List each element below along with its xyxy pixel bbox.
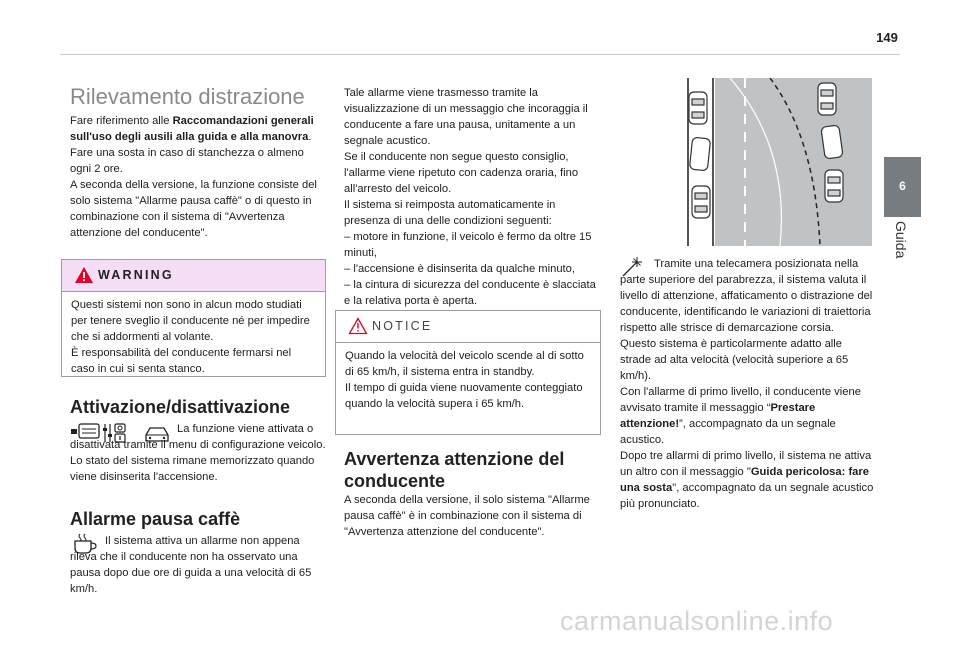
car-icon (689, 92, 707, 124)
col3-line: Tramite una telecamera posizionata nella parte superiore del parabrezza, il sistema valuta il livello di attenzione, affaticamento o distrazione del conducente, identificando le variazioni di traiettoria rispetto alle strisce di demarcazione corsia. (620, 258, 873, 334)
notice-line: Il tempo di guida viene nuovamente conteggiato quando la velocità supera i 65 km/h. (345, 382, 583, 410)
attention-text: A seconda della versione, il solo sistema "Allarme pausa caffè" è in combinazione con il sistema di "Avvertenza attenzione del conducente". (344, 494, 590, 538)
chapter-number: 6 (899, 179, 906, 193)
col2-line: – la cintura di sicurezza del conducente è slacciata e la relativa porta è aperta. (344, 279, 596, 307)
notice-line: Quando la velocità del veicolo scende al di sotto di 65 km/h, il sistema entra in standby. (345, 350, 584, 378)
activation-title: Attivazione/disattivazione (70, 397, 291, 417)
col2-line: Tale allarme viene trasmesso tramite la visualizzazione di un messaggio che incoraggia il conducente a fare una pausa, unitamente a un segnale acustico. (344, 87, 588, 147)
warning-triangle-icon (74, 266, 94, 284)
car-icon (825, 170, 843, 202)
activation-text-second: Lo stato del sistema rimane memorizzato quando viene disinserita l'accensione. (70, 455, 315, 483)
notice-box (335, 310, 601, 435)
intro-line: Fare riferimento alle Raccomandazioni generali sull'uso degli ausili alla guida e alla manovra. (70, 115, 314, 143)
intro-line: A seconda della versione, la funzione consiste del solo sistema "Allarme pausa caffè" o di questo in combinazione con il sistema di "Avvertenza attenzione del conducente". (70, 179, 317, 239)
car-icon (821, 125, 843, 159)
watermark: carmanualsonline.info (560, 606, 834, 636)
chapter-label-wrap (887, 221, 917, 281)
header-divider (60, 54, 900, 55)
col2-line: Il sistema si reimposta automaticamente in presenza di una delle condizioni seguenti: (344, 199, 556, 227)
col3-line: Dopo tre allarmi di primo livello, il sistema ne attiva un altro con il messaggio "Guida pericolosa: fare una sosta", accompagnato da un segnale acustico più pronunciato. (620, 450, 874, 510)
col3-line: Con l'allarme di primo livello, il conducente viene avvisato tramite il messaggio “Prestare attenzione!”, accompagnato da un segnale acustico. (620, 386, 861, 446)
notice-triangle-icon (348, 317, 368, 335)
section-title: Rilevamento distrazione (70, 84, 305, 109)
warning-header (62, 260, 325, 292)
activation-text (70, 421, 326, 485)
col3-text (620, 256, 876, 512)
warning-heading: WARNING (98, 268, 174, 282)
notice-heading: NOTICE (372, 319, 433, 333)
coffee-title: Allarme pausa caffè (70, 509, 241, 529)
col2-text (344, 85, 602, 309)
car-icon (692, 186, 710, 218)
attention-title: Avvertenza attenzione del conducente (344, 449, 565, 491)
warning-line: Questi sistemi non sono in alcun modo studiati per tenere sveglio il conducente né per impedire che si addormenti al volante. (71, 299, 310, 343)
col2-line: – l'accensione è disinserita da qualche minuto, (344, 263, 575, 275)
warning-body (71, 297, 317, 377)
warning-line: È responsabilità del conducente fermarsi nel caso in cui si senta stanco. (71, 347, 292, 375)
lane-drift-illustration (620, 78, 872, 246)
intro-text (70, 113, 326, 241)
col2-line: Se il conducente non segue questo consiglio, l'allarme viene ripetuto con cadenza oraria, fino all'arresto del veicolo. (344, 151, 579, 195)
warning-box (61, 259, 326, 377)
chapter-tab[interactable] (884, 157, 921, 217)
page-number: 149 (876, 30, 898, 45)
car-icon (689, 137, 710, 171)
coffee-text: Il sistema attiva un allarme non appena rileva che il conducente non ha osservato una pausa dopo due ore di guida a una velocità di 65 km/h. (70, 535, 312, 595)
notice-body (345, 348, 592, 412)
activation-text-first: La funzione viene attivata o disattivata tramite il menu di configurazione veicolo. (70, 423, 326, 451)
col3-line: Questo sistema è particolarmente adatto alle strade ad alta velocità (velocità superiore a 65 km/h). (620, 338, 849, 382)
col2-line: – motore in funzione, il veicolo è fermo da oltre 15 minuti, (344, 231, 592, 259)
car-icon (818, 83, 836, 115)
intro-line: Fare una sosta in caso di stanchezza o almeno ogni 2 ore. (70, 147, 304, 175)
chapter-label: Guida (893, 221, 909, 259)
notice-header (336, 311, 600, 343)
